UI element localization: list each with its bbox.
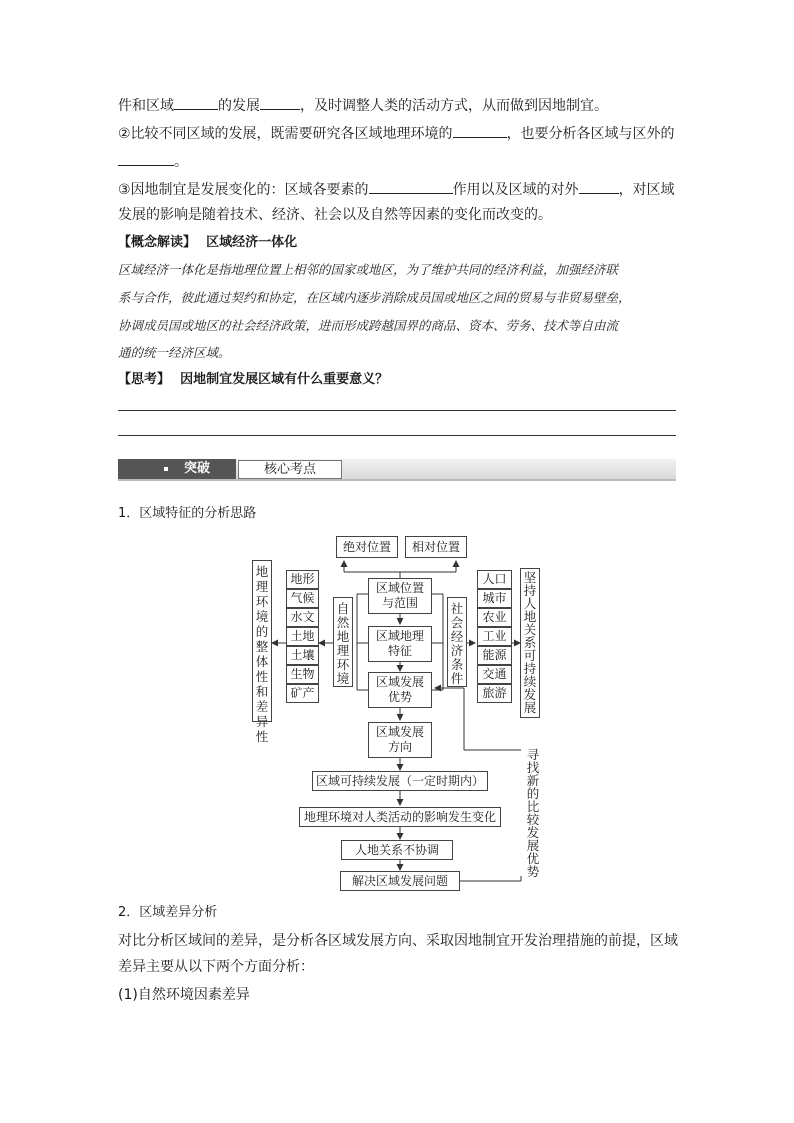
text-segment: 的发展 [218,98,260,114]
right-note-box: 坚持人地关系可持续发展 [520,568,540,718]
think-question: 因地制宜发展区域有什么重要意义？ [180,372,389,387]
social-item: 旅游 [477,684,512,703]
natural-item: 地形 [286,570,319,589]
social-item: 能源 [477,646,512,665]
social-item: 城市 [477,589,512,608]
dev-direction-box: 区域发展方向 [368,722,432,758]
social-econ-box: 社会经济条件 [447,597,467,687]
natural-env-box: 自然地理环境 [333,597,353,687]
banner-right-label: 核心考点 [238,460,342,479]
section1-heading: 1．区域特征的分析思路 [118,506,257,521]
concept-line: 区域经济一体化是指地理位置上相邻的国家或地区，为了维护共同的经济利益，加强经济联 [118,262,619,277]
concept-label: 【概念解读】 [118,235,197,250]
banner-left-label: 突破 [184,461,211,476]
natural-item: 土地 [286,627,319,646]
region-position-box: 区域位置与范围 [368,578,432,614]
social-item: 农业 [477,608,512,627]
natural-item: 气候 [286,589,319,608]
section2-heading: 2．区域差异分析 [118,905,218,920]
think-label: 【思考】 [118,372,171,387]
section2-para-line: 对比分析区域间的差异，是分析各区域发展方向、采取因地制宜开发治理措施的前提，区域 [118,933,678,949]
text-segment: 作用以及区域的对外 [452,182,579,198]
env-effect-box: 地理环境对人类活动的影响发生变化 [299,807,501,827]
text-segment: ，对区域 [618,182,675,198]
left-note-box: 地理环境的整体性和差异性 [252,560,272,722]
solve-problem-box: 解决区域发展问题 [340,871,460,891]
social-item: 人口 [477,570,512,589]
text-segment: ②比较不同区域的发展，既需要研究各区域地理环境的 [118,126,453,142]
concept-line: 通的统一经济区域。 [118,345,231,360]
text-segment: ，也要分析各区域与区外的 [506,126,675,142]
rel-position-box: 相对位置 [405,536,467,558]
find-new-advantage-label: 寻找新的比较发展优势 [526,747,540,879]
concept-line: 系与合作，彼此通过契约和协定，在区域内逐步消除成员国或地区之间的贸易与非贸易壁垒， [118,290,631,305]
natural-item: 土壤 [286,646,319,665]
natural-item: 水文 [286,608,319,627]
text-line-5: 发展的影响是随着技术、经济、社会以及自然等因素的变化而改变的。 [118,207,552,223]
concept-line: 协调成员国或地区的社会经济政策，进而形成跨越国界的商品、资本、劳务、技术等自由流 [118,318,619,333]
abs-position-box: 绝对位置 [336,536,398,558]
text-segment: 。 [174,154,188,170]
natural-item: 生物 [286,665,319,684]
geo-feature-box: 区域地理特征 [368,626,432,662]
text-segment: 件和区域 [118,98,174,114]
social-item: 交通 [477,665,512,684]
concept-title: 区域经济一体化 [206,235,298,250]
natural-item: 矿产 [286,684,319,703]
section2-para-line: 差异主要从以下两个方面分析： [118,959,314,975]
section2-subheading: (1)自然环境因素差异 [118,987,250,1003]
text-segment: ，及时调整人类的活动方式，从而做到因地制宜。 [300,98,608,114]
imbalance-box: 人地关系不协调 [341,840,453,860]
dev-advantage-box: 区域发展优势 [368,672,432,708]
text-segment: ③因地制宜是发展变化的：区域各要素的 [118,182,369,198]
sustainable-dev-box: 区域可持续发展（一定时期内） [312,771,488,791]
social-item: 工业 [477,627,512,646]
